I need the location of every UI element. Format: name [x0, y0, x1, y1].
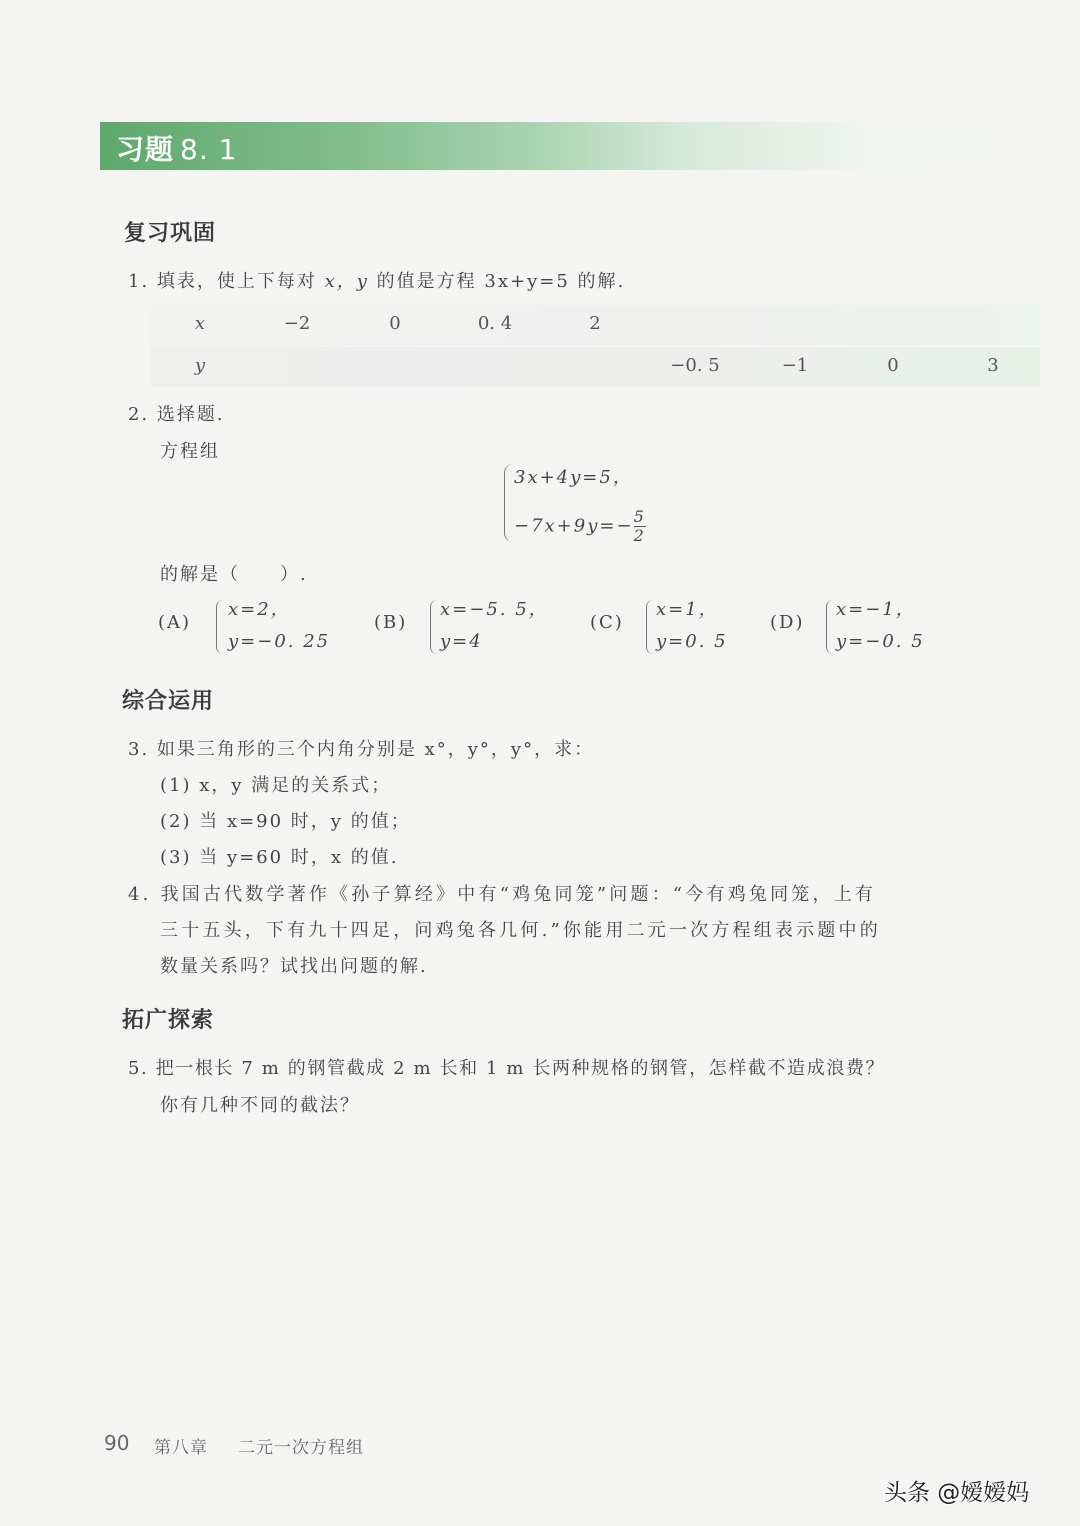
answer-options [158, 594, 978, 660]
equation-system [498, 460, 698, 546]
question-5-line-1: 5. 把一根长 7 m 的钢管截成 2 m 长和 1 m 长两种规格的钢管，怎样截不造成浪费？ [128, 1058, 886, 1079]
section-title-apply: 综合运用 [122, 689, 215, 714]
table-cell: 2 [589, 313, 601, 334]
section-title-review: 复习巩固 [124, 221, 217, 246]
equation-1: 3x+4y=5， [514, 467, 633, 488]
fraction: $\frac{5}{2}$ [633, 507, 646, 545]
equation-2: −7x+9y=− $\frac{5}{2}$ [514, 507, 646, 545]
question-3-part-1: (1) x，y 满足的关系式； [160, 775, 392, 796]
table-cell: 0 [887, 355, 899, 376]
question-5-line-2: 你有几种不同的截法？ [160, 1095, 360, 1116]
exercise-header-band [100, 122, 1060, 170]
table-cell: 0. 4 [477, 313, 513, 334]
table-cell: 3 [987, 355, 999, 376]
section-title-explore: 拓广探索 [122, 1008, 215, 1033]
table-row-label: y [194, 355, 206, 376]
option-b[interactable]: (B) x=−5. 5， y=4 [374, 599, 549, 652]
watermark: 头条 @嫒嫒妈 [884, 1480, 1030, 1506]
table-cell: −0. 5 [670, 355, 720, 376]
question-4-line-1: 4. 我国古代数学著作《孙子算经》中有“鸡兔同笼”问题：“今有鸡兔同笼，上有 [128, 884, 877, 905]
left-brace-icon [646, 600, 653, 654]
table-cell: −1 [781, 355, 809, 376]
question-2-title: 2. 选择题. [128, 404, 225, 425]
exercise-title-number: 8. 1 [180, 133, 238, 166]
table-row-label: x [194, 313, 206, 334]
question-3-text: 3. 如果三角形的三个内角分别是 x°，y°，y°，求： [128, 739, 595, 760]
option-d[interactable]: (D) x=−1， y=−0. 5 [770, 599, 925, 652]
fill-in-table [150, 305, 1040, 385]
footer-chapter: 第八章 [154, 1438, 208, 1458]
left-brace-icon [826, 600, 833, 654]
question-1-text: 1. 填表，使上下每对 x，y 的值是方程 3x+y=5 的解. [128, 271, 626, 292]
footer-chapter-title: 二元一次方程组 [238, 1438, 364, 1458]
table-cell: −2 [283, 313, 311, 334]
table-row-x [150, 305, 1040, 345]
question-3-part-2: (2) 当 x=90 时，y 的值； [160, 811, 411, 832]
question-3-part-3: (3) 当 y=60 时，x 的值. [160, 847, 399, 868]
exercise-title [116, 128, 237, 168]
question-2-intro: 方程组 [160, 441, 220, 462]
page-number: 90 [104, 1431, 130, 1455]
left-brace-icon [504, 464, 513, 542]
question-4-line-3: 数量关系吗？试找出问题的解. [160, 956, 428, 977]
option-a[interactable]: (A) x=2， y=−0. 25 [158, 599, 331, 652]
left-brace-icon [216, 600, 223, 654]
option-c[interactable]: (C) x=1， y=0. 5 [590, 599, 728, 652]
table-row-y [150, 347, 1040, 387]
exercise-title-cn: 习题 [116, 133, 175, 166]
table-cell: 0 [389, 313, 401, 334]
question-2-prompt: 的解是（ ）. [160, 564, 308, 585]
left-brace-icon [430, 600, 437, 654]
question-4-line-2: 三十五头，下有九十四足，问鸡兔各几何.”你能用二元一次方程组表示题中的 [160, 920, 881, 941]
